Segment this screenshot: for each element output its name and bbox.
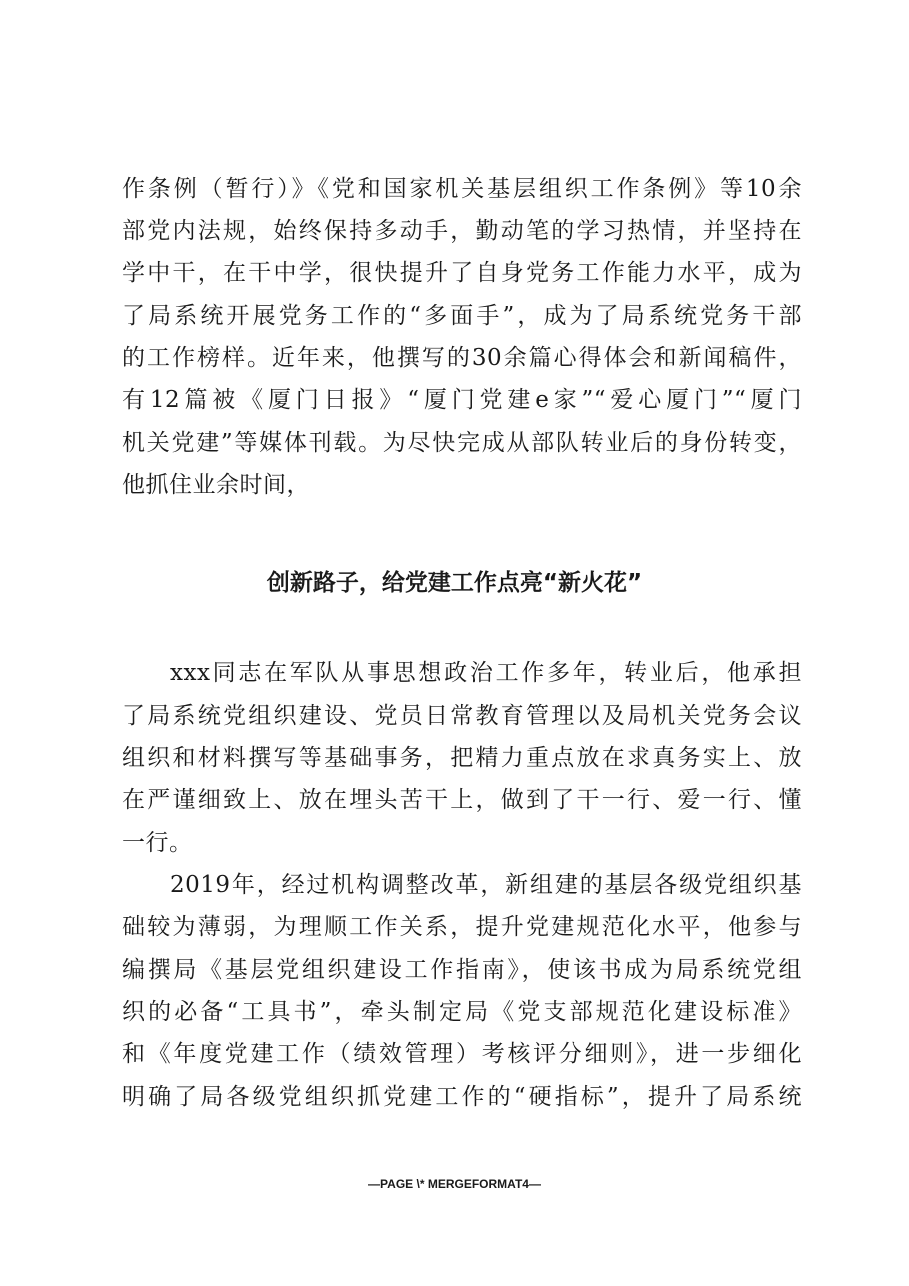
text-line: 了局系统开展党务工作的“多面手”，成为了局系统党务干部 <box>122 303 802 329</box>
text-line: 明确了局各级党组织抓党建工作的“硬指标”，提升了局系统 <box>122 1084 802 1110</box>
text-line: 有12篇被《厦门日报》“厦门党建e家”“爱心厦门”“厦门 <box>122 387 802 413</box>
text-line: 学中干，在干中学，很快提升了自身党务工作能力水平，成为 <box>122 260 802 286</box>
text-line: 础较为薄弱，为理顺工作关系，提升党建规范化水平，他参与 <box>122 914 802 940</box>
text-line: 在严谨细致上、放在埋头苦干上，做到了干一行、爱一行、懂 <box>122 787 802 813</box>
text-line: 组织和材料撰写等基础事务，把精力重点放在求真务实上、放 <box>122 745 802 771</box>
text-line: 织的必备“工具书”，牵头制定局《党支部规范化建设标准》 <box>122 999 802 1025</box>
text-line: 一行。 <box>122 830 193 856</box>
text-line: 2019年，经过机构调整改革，新组建的基层各级党组织基 <box>170 872 802 898</box>
text-line: xxx同志在军队从事思想政治工作多年，转业后，他承担 <box>170 660 802 686</box>
text-line: 作条例（暂行）》《党和国家机关基层组织工作条例》等10余 <box>122 176 802 202</box>
text-line: 的工作榜样。近年来，他撰写的30余篇心得体会和新闻稿件， <box>122 345 802 371</box>
section-heading: 创新路子，给党建工作点亮“新火花” <box>266 570 643 596</box>
text-line: 编撰局《基层党组织建设工作指南》，使该书成为局系统党组 <box>122 957 802 983</box>
text-line: 部党内法规，始终保持多动手，勤动笔的学习热情，并坚持在 <box>122 218 802 244</box>
page-footer: —PAGE \* MERGEFORMAT4— <box>368 1177 541 1191</box>
text-line: 他抓住业余时间， <box>122 472 310 498</box>
text-line: 了局系统党组织建设、党员日常教育管理以及局机关党务会议 <box>122 703 802 729</box>
text-line: 机关党建”等媒体刊载。为尽快完成从部队转业后的身份转变， <box>122 430 802 456</box>
text-line: 和《年度党建工作（绩效管理）考核评分细则》，进一步细化 <box>122 1041 802 1067</box>
